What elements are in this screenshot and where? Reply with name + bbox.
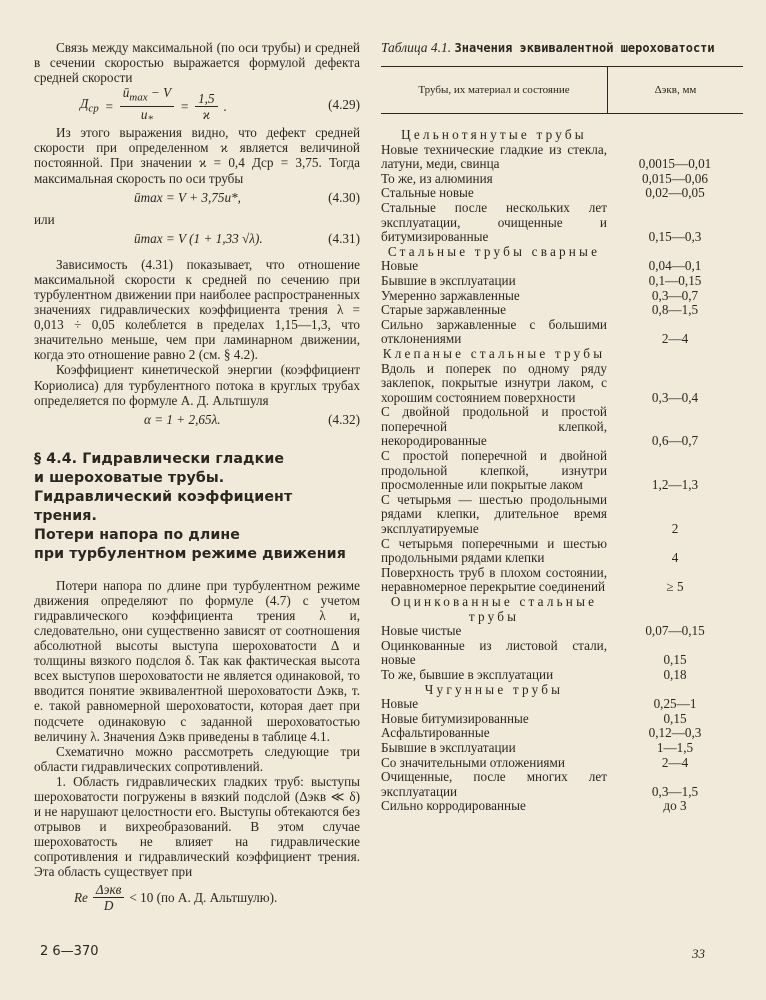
table-cell-material: Бывшие в эксплуатации bbox=[381, 272, 516, 288]
table-cell-material: Очищенные, после многих лет эксплуатации bbox=[381, 769, 607, 799]
table-cell-material: Вдоль и поперек по одному ряду заклепок, покрытые изнутри лаком, с хорошим состоянием поверхности bbox=[381, 360, 607, 405]
paragraph: 1. Область гидравлических гладких труб: выступы шероховатости погружены в вязкий подслой (Δэкв ≪ δ) и не нарушают целостности его. Выступы обтекаются без отрывов и вихреобразований. В этом случае шероховатость не влияет на гидравлические сопротивления и гидравлический коэффициент трения. Эта область существует при bbox=[34, 773, 360, 880]
table-cell-value: 0,8—1,5 bbox=[651, 302, 699, 318]
table-cell-value: 0,3—0,7 bbox=[651, 287, 699, 303]
left-column bbox=[34, 40, 360, 913]
table-cell-material: То же, из алюминия bbox=[381, 170, 493, 186]
table-section-title bbox=[381, 683, 743, 698]
table-cell-value: 0,15—0,3 bbox=[648, 229, 702, 245]
table-cell-value: 0,07—0,15 bbox=[645, 623, 705, 639]
paragraph: Связь между максимальной (по оси трубы) и средней в сечении скоростью выражается формулой дефекта средней скорости bbox=[34, 40, 360, 86]
fraction: $\frac{1,5}{ϰ}$ bbox=[195, 91, 217, 122]
table-cell-material: Стальные после нескольких лет эксплуатации, очищенные и битумизированные bbox=[381, 199, 607, 245]
table-row bbox=[381, 303, 743, 318]
table-cell-material: С двойной продольной и простой поперечной клепкой, некородированные bbox=[381, 404, 607, 449]
table-cell-material: Стальные трубы сварные bbox=[387, 243, 601, 259]
table-cell-value: 0,12—0,3 bbox=[648, 725, 702, 741]
table-cell-material: Новые технические гладкие из стекла, латуни, меди, свинца bbox=[381, 141, 607, 172]
formula-4-32: α = 1 + 2,65λ. (4.32) bbox=[144, 411, 360, 427]
table-cell-material: Старые заржавленные bbox=[381, 302, 506, 318]
table-cell-value: 4 bbox=[671, 550, 679, 566]
table-cell-value: 0,18 bbox=[663, 666, 687, 682]
table-row bbox=[381, 799, 743, 814]
table-cell-material: Клепаные стальные трубы bbox=[382, 345, 606, 361]
table-row bbox=[381, 362, 743, 406]
table-cell-value: 2—4 bbox=[661, 331, 689, 347]
table-row bbox=[381, 259, 743, 274]
table-cell-material: Асфальтированные bbox=[381, 725, 490, 741]
table-row bbox=[381, 172, 743, 187]
formula-number: (4.30) bbox=[328, 189, 360, 205]
right-column bbox=[381, 40, 743, 814]
table-cell-material: Сильно корродированные bbox=[381, 798, 526, 814]
paragraph: Схематично можно рассмотреть следующие три области гидравлических сопротивлений. bbox=[34, 743, 360, 774]
table-row bbox=[381, 741, 743, 756]
paragraph: Потери напора по длине при турбулентном режиме движения определяют по формуле (4.7) с учетом гидравлического коэффициента трения λ и, следовательно, они существенно зависят от соотношения абсолютной высоты выступа шероховатости Δ и толщины вязкого подслоя δ. Так как фактическая высота всех выступов шероховатости не является одинаковой, то вводится понятие эквивалентной шероховатости Δэкв, т. е. такой равномерной шероховатости, которая дает при подсчете одинаковую с заданной шероховатостью величину λ. Значения Δэкв приведены в таблице 4.1. bbox=[34, 577, 360, 744]
formula-inline: Re $\frac{\text{Δэкв}}{D}$ < 10 (по А. Д. Альтшулю). bbox=[74, 881, 278, 913]
table-row bbox=[381, 624, 743, 639]
table-row bbox=[381, 186, 743, 201]
table-caption: Таблица 4.1. Значения эквивалентной шероховатости bbox=[381, 40, 715, 55]
table-cell-value: 1,2—1,3 bbox=[651, 477, 699, 493]
table-row bbox=[381, 405, 743, 449]
formula-lhs: $Д_{ср}$ bbox=[80, 96, 99, 115]
table-cell-material: То же, бывшие в эксплуатации bbox=[381, 666, 554, 682]
table-cell-material: Поверхность труб в плохом состоянии, неравномерное перекрытие соединений bbox=[381, 564, 607, 595]
section-heading: § 4.4. Гидравлически гладкие и шероховатые трубы. Гидравлический коэффициент трения. Потери напора по длине при турбулентном режиме движения bbox=[34, 450, 346, 562]
table-row bbox=[381, 289, 743, 304]
table-cell-material: Новые битумизированные bbox=[381, 710, 529, 726]
formula-number: (4.29) bbox=[328, 97, 360, 113]
table-cell-material: Оцинкованные из листовой стали, новые bbox=[381, 637, 607, 668]
table-row bbox=[381, 201, 743, 245]
printer-signature: 2 6—370 bbox=[40, 944, 99, 959]
table-cell-value: ≥ 5 bbox=[666, 579, 684, 595]
table-cell-material: Оцинкованные стальные трубы bbox=[390, 594, 598, 624]
table-cell-material: Цельнотянутые трубы bbox=[401, 127, 587, 142]
table-cell-value: 1—1,5 bbox=[656, 739, 694, 755]
table-row bbox=[381, 493, 743, 537]
table-header bbox=[381, 66, 743, 114]
table-cell-material: С четырьмя поперечными и шестью продольными рядами клепки bbox=[381, 535, 607, 566]
table-row bbox=[381, 639, 743, 668]
table-cell-value: 0,015—0,06 bbox=[642, 170, 708, 186]
table-cell-value: 0,3—1,5 bbox=[651, 783, 699, 799]
table-row bbox=[381, 697, 743, 712]
table-section-title bbox=[381, 245, 743, 260]
table-row bbox=[381, 726, 743, 741]
table-cell-material: С четырьмя — шестью продольными рядами клепки, длительное время эксплуатируемые bbox=[381, 491, 607, 537]
paragraph: Из этого выражения видно, что дефект средней скорости при определенном ϰ является величиной постоянной. При значении ϰ = 0,4 Дср = 3,75. Тогда максимальная скорость по оси трубы bbox=[34, 125, 360, 186]
paragraph: Зависимость (4.31) показывает, что отношение максимальной скорости к средней по сечению при турбулентном движении при наиболее распространенных значениях гидравлических коэффициента трения λ = 0,013 ÷ 0,05 колеблется в пределах 1,15—1,3, что значительно меньше, чем при ламинарном движении, когда это отношение равно 2 (см. § 4.2). bbox=[34, 256, 360, 363]
table-cell-material: Умеренно заржавленные bbox=[381, 287, 520, 303]
table-row bbox=[381, 449, 743, 493]
table-row bbox=[381, 537, 743, 566]
table-cell-material: Со значительными отложениями bbox=[381, 754, 565, 770]
table-row bbox=[381, 566, 743, 595]
table-row bbox=[381, 756, 743, 771]
table-cell-value: 0,15 bbox=[663, 710, 687, 726]
table-cell-material: Новые bbox=[381, 696, 419, 712]
table-cell-value: 0,02—0,05 bbox=[645, 185, 705, 201]
table-cell-value: 0,0015—0,01 bbox=[638, 156, 712, 172]
table-cell-value: 0,3—0,4 bbox=[651, 389, 699, 405]
table-cell-material: С простой поперечной и двойной продольной клепкой, изнутри просмоленные или покрытые лаком bbox=[381, 448, 607, 493]
table-cell-value: 2—4 bbox=[661, 754, 689, 770]
column-header: Δэкв, мм bbox=[654, 83, 697, 96]
table-body bbox=[381, 128, 743, 814]
formula-4-31: ūmax = V (1 + 1,33 √λ). (4.31) bbox=[134, 230, 360, 246]
table-row bbox=[381, 712, 743, 727]
table-section-title bbox=[381, 595, 743, 624]
formula-4-30: ūmax = V + 3,75u*, (4.30) bbox=[134, 189, 360, 205]
table-cell-material: Новые чистые bbox=[381, 623, 462, 639]
table-cell-value: 0,04—0,1 bbox=[648, 258, 702, 274]
page-number: 33 bbox=[692, 946, 705, 961]
fraction: $\frac{ū_{max} - V}{u_*}$ bbox=[120, 85, 174, 127]
table-section-title bbox=[381, 347, 743, 362]
table-cell-material: Бывшие в эксплуатации bbox=[381, 739, 516, 755]
formula-4-29: $Д_{ср}$ = $\frac{ū_{max} - V}{u_*}$ = $\frac{1,5}{ϰ}$ . (4.29) bbox=[34, 85, 360, 125]
table-row bbox=[381, 274, 743, 289]
paragraph: Коэффициент кинетической энергии (коэффициент Кориолиса) для турбулентного потока в круглых трубах определяется по формуле А. Д. Альтшуля bbox=[34, 362, 360, 408]
table-cell-material: Сильно заржавленные с большими отклонениями bbox=[381, 316, 607, 347]
table-cell-material: Чугунные трубы bbox=[424, 681, 564, 697]
table-row bbox=[381, 668, 743, 683]
table-row bbox=[381, 143, 743, 172]
table-cell-value: 2 bbox=[671, 521, 679, 537]
table-section-title bbox=[381, 128, 743, 143]
table-row bbox=[381, 770, 743, 799]
table-cell-value: до 3 bbox=[663, 798, 687, 814]
formula-number: (4.31) bbox=[328, 230, 360, 246]
table-cell-material: Новые bbox=[381, 258, 419, 274]
table-cell-value: 0,1—0,15 bbox=[648, 272, 702, 288]
formula-number: (4.32) bbox=[328, 411, 360, 427]
table-cell-value: 0,25—1 bbox=[653, 696, 697, 712]
table-cell-material: Стальные новые bbox=[381, 185, 474, 201]
table-row bbox=[381, 318, 743, 347]
table-cell-value: 0,15 bbox=[663, 652, 687, 668]
table-cell-value: 0,6—0,7 bbox=[651, 433, 699, 449]
column-header: Трубы, их материал и состояние bbox=[381, 67, 608, 113]
paragraph: или bbox=[34, 211, 55, 227]
